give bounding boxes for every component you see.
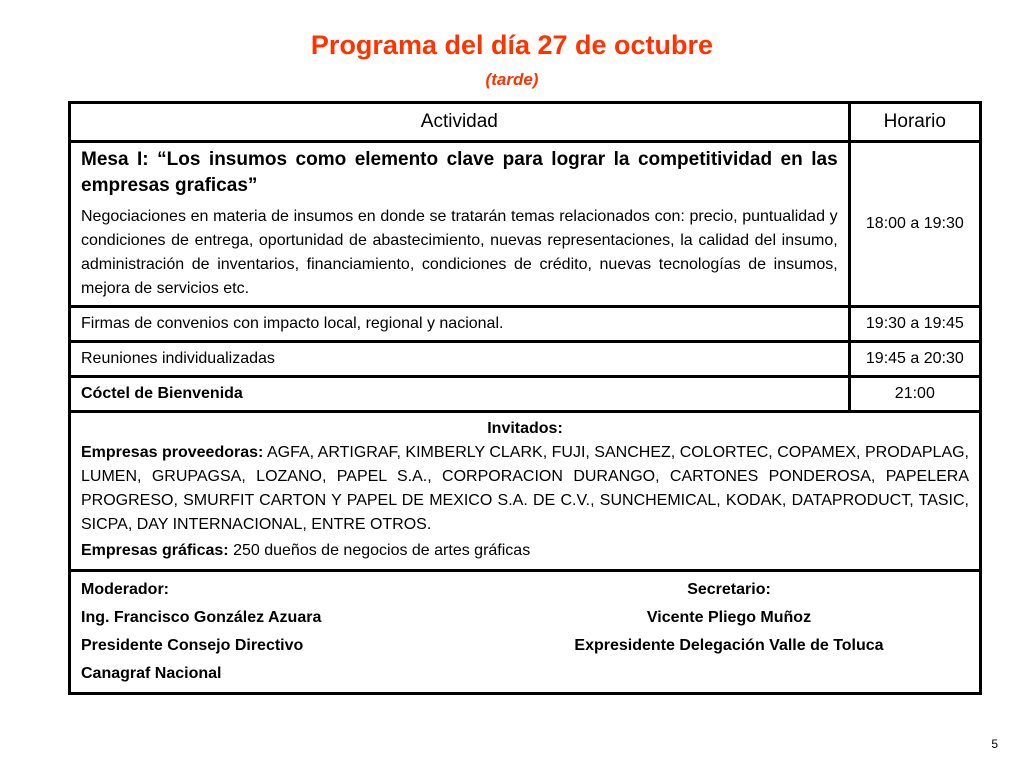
table-row	[70, 342, 981, 377]
secretary-role: Expresidente Delegación Valle de Toluca	[574, 637, 884, 654]
table-row	[70, 307, 981, 342]
page-number: 5	[991, 737, 998, 751]
mesa-description: Negociaciones en materia de insumos en donde se tratarán temas relacionados con: precio, puntualidad y condiciones de entrega, oportunidad de abastecimiento, nuevas representaciones, la calidad del insumo, administración de inventarios, financiamiento, condiciones de crédito, nuevas tecnologías de insumos, mejora de servicios etc.	[81, 208, 838, 297]
suppliers-paragraph	[81, 441, 969, 537]
table-row-moderator	[70, 571, 981, 694]
mesa-cell	[70, 142, 850, 307]
suppliers-list: AGFA, ARTIGRAF, KIMBERLY CLARK, FUJI, SANCHEZ, COLORTEC, COPAMEX, PRODAPLAG, LUMEN, GRUPAGSA, LOZANO, PAPEL S.A., CORPORACION DURANGO, CARTONES PONDEROSA, PAPELERA PROGRESO, SMURFIT CARTON Y PAPEL DE MEXICO S.A. DE C.V., SUNCHEMICAL, KODAK, DATAPRODUCT, TASIC, SICPA, DAY INTERNACIONAL, ENTRE OTROS.	[81, 444, 970, 533]
column-header-activity: Actividad	[70, 103, 850, 142]
guests-heading: Invitados:	[487, 420, 563, 437]
secretary-name: Vicente Pliego Muñoz	[646, 609, 812, 626]
graphic-label: Empresas gráficas:	[81, 542, 229, 559]
table-row-guests	[70, 412, 981, 571]
graphic-paragraph	[81, 539, 969, 563]
table-row-mesa	[70, 142, 981, 307]
moderator-name: Ing. Francisco González Azuara	[81, 609, 322, 626]
page-title: Programa del día 27 de octubre	[310, 30, 714, 60]
suppliers-label: Empresas proveedoras:	[81, 444, 264, 461]
program-table	[68, 101, 982, 695]
row-time: 21:00	[849, 377, 980, 412]
row-activity: Firmas de convenios con impacto local, regional y nacional.	[70, 307, 850, 342]
moderator-label: Moderador:	[81, 581, 169, 598]
column-header-time: Horario	[849, 103, 980, 142]
moderator-block	[81, 576, 481, 688]
secretary-label: Secretario:	[687, 581, 771, 598]
secretary-block	[489, 576, 969, 688]
row-time: 19:45 a 20:30	[849, 342, 980, 377]
moderator-grid	[81, 576, 969, 688]
row-time: 19:30 a 19:45	[849, 307, 980, 342]
mesa-time: 18:00 a 19:30	[849, 142, 980, 307]
table-header-row	[70, 103, 981, 142]
mesa-title: Mesa I: “Los insumos como elemento clave para lograr la competitividad en las empresas graficas”	[81, 149, 838, 196]
graphic-text: 250 dueños de negocios de artes gráficas	[233, 542, 531, 559]
row-activity: Reuniones individualizadas	[70, 342, 850, 377]
row-activity: Cóctel de Bienvenida	[70, 377, 850, 412]
moderator-role: Presidente Consejo Directivo	[81, 637, 304, 654]
guests-cell	[70, 412, 981, 571]
moderator-cell	[70, 571, 981, 694]
table-row	[70, 377, 981, 412]
moderator-org: Canagraf Nacional	[81, 665, 222, 682]
page-subtitle: (tarde)	[485, 70, 539, 89]
